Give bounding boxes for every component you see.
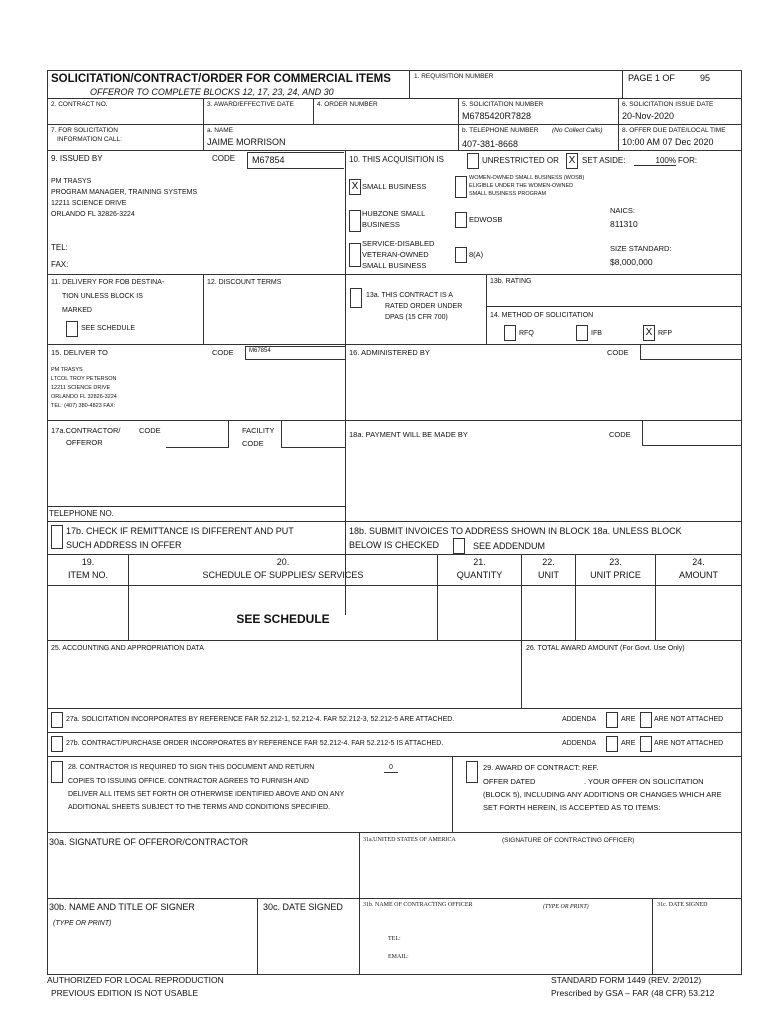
deliver-line-5: TEL: (407) 380-4823 FAX: <box>51 403 116 409</box>
wosb-line-3: SMALL BUSINESS PROGRAM <box>469 191 547 197</box>
delivery-line-3: MARKED <box>62 307 92 314</box>
issued-fax: FAX: <box>51 260 69 269</box>
issued-code-box <box>247 152 344 169</box>
27b-are-not: ARE NOT ATTACHED <box>654 740 724 747</box>
footer-left-1: AUTHORIZED FOR LOCAL REPRODUCTION <box>47 975 224 985</box>
col-23-num: 23. <box>609 557 622 567</box>
usa-label: 31a.UNITED STATES OF AMERICA <box>363 837 456 843</box>
solicitation-number-label: 5. SOLICITATION NUMBER <box>462 101 544 108</box>
addendum-label: SEE ADDENDUM <box>473 541 546 551</box>
no-collect-calls: (No Collect Calls) <box>552 127 603 134</box>
rfp-label: RFP <box>658 330 672 337</box>
size-standard: $8,000,000 <box>610 257 653 267</box>
telephone-no-label: TELEPHONE NO. <box>49 509 114 518</box>
29-line-1: 29. AWARD OF CONTRACT: REF. <box>483 763 599 772</box>
co-date-label: 31c. DATE SIGNED <box>657 902 708 908</box>
footer-right-1: STANDARD FORM 1449 (REV. 2/2012) <box>551 975 702 985</box>
administered-code-box <box>640 345 742 360</box>
27b-checkbox[interactable] <box>51 736 63 752</box>
issued-line-2: PROGRAM MANAGER, TRAINING SYSTEMS <box>51 189 198 196</box>
27a-are-not: ARE NOT ATTACHED <box>654 716 724 723</box>
27a-text: 27a. SOLICITATION INCORPORATES BY REFERENCE FAR 52.212-1, 52.212-4. FAR 52.212-3, 52.212-5 ARE ATTACHED. <box>66 716 455 723</box>
remittance-line-1: 17b. CHECK IF REMITTANCE IS DIFFERENT AND PUT <box>66 526 294 536</box>
28-checkbox[interactable] <box>51 761 63 783</box>
telephone-label: b. TELEPHONE NUMBER <box>462 127 539 134</box>
deliver-line-4: ORLANDO FL 32826-3224 <box>51 394 117 400</box>
see-schedule-label: SEE SCHEDULE <box>81 325 136 332</box>
form-title: SOLICITATION/CONTRACT/ORDER FOR COMMERCIAL ITEMS <box>51 73 391 85</box>
set-aside-percent: 100% <box>634 156 676 166</box>
date-signed-label: 30c. DATE SIGNED <box>263 902 343 912</box>
28-line-1: 28. CONTRACTOR IS REQUIRED TO SIGN THIS DOCUMENT AND RETURN <box>68 764 315 771</box>
solicitation-number: M6785420R7828 <box>462 111 532 121</box>
administered-code-label: CODE <box>607 348 629 357</box>
sdvosb-line-2: VETERAN-OWNED <box>362 250 429 259</box>
issued-code: M67854 <box>252 155 285 165</box>
col-20-num: 20. <box>276 557 290 567</box>
27a-checkbox[interactable] <box>51 712 63 728</box>
eight-a-label: 8(A) <box>469 250 484 259</box>
payment-code-box <box>642 421 742 446</box>
wosb-line-2: ELIGIBLE UNDER THE WOMEN-OWNED <box>469 183 574 189</box>
col-schedule: SCHEDULE OF SUPPLIES/ SERVICES <box>202 570 364 580</box>
wosb-checkbox[interactable] <box>455 176 467 198</box>
payment-label: 18a. PAYMENT WILL BE MADE BY <box>349 430 468 439</box>
rated-order-checkbox[interactable] <box>350 288 362 308</box>
award-date-label: 3. AWARD/EFFECTIVE DATE <box>207 101 294 108</box>
page-label: PAGE 1 OF <box>628 73 675 83</box>
issued-by-label: 9. ISSUED BY <box>51 154 103 163</box>
information-call-label: INFORMATION CALL: <box>57 136 122 143</box>
contact-phone: 407-381-8668 <box>462 139 519 149</box>
page-total: 95 <box>700 73 711 83</box>
27b-are: ARE <box>621 740 636 747</box>
accounting-label: 25. ACCOUNTING AND APPROPRIATION DATA <box>51 645 204 652</box>
deliver-to-label: 15. DELIVER TO <box>51 348 108 357</box>
ifb-label: IFB <box>591 330 602 337</box>
col-amount: AMOUNT <box>679 570 718 580</box>
27b-are-not-checkbox[interactable] <box>640 736 652 752</box>
27b-text: 27b. CONTRACT/PURCHASE ORDER INCORPORATES BY REFERENCE FAR 52.212-4. FAR 52.212-5 IS ATTACHED. <box>66 740 444 747</box>
delivery-line-2: TION UNLESS BLOCK IS <box>62 293 143 300</box>
contractor-line-1: 17a.CONTRACTOR/ <box>51 426 121 435</box>
deliver-line-3: 12211 SCIENCE DRIVE <box>51 385 111 391</box>
issued-code-label: CODE <box>212 154 236 163</box>
issued-line-4: ORLANDO FL 32826-3224 <box>51 211 135 218</box>
issued-line-3: 12211 SCIENCE DRIVE <box>51 200 127 207</box>
signature-offeror-label: 30a. SIGNATURE OF OFFEROR/CONTRACTOR <box>49 837 249 847</box>
29-checkbox[interactable] <box>466 761 478 783</box>
method-label: 14. METHOD OF SOLICITATION <box>490 312 594 319</box>
contractor-code-label: CODE <box>139 426 161 435</box>
deliver-code-label: CODE <box>212 348 234 357</box>
contract-no-label: 2. CONTRACT NO. <box>51 101 108 108</box>
deliver-code: M67854 <box>249 348 271 354</box>
issue-date-label: 6. SOLICITATION ISSUE DATE <box>622 101 714 108</box>
unrestricted-checkbox[interactable] <box>467 153 479 169</box>
hubzone-line-2: BUSINESS <box>362 220 400 229</box>
27b-addenda: ADDENDA <box>562 740 597 747</box>
see-schedule-text: SEE SCHEDULE <box>236 612 330 626</box>
29-line-2: OFFER DATED <box>483 777 536 786</box>
offer-due-date: 10:00 AM 07 Dec 2020 <box>622 137 714 147</box>
29-line-2b: . YOUR OFFER ON SOLICITATION <box>584 777 704 786</box>
27a-are: ARE <box>621 716 636 723</box>
28-line-3: DELIVER ALL ITEMS SET FORTH OR OTHERWISE IDENTIFIED ABOVE AND ON ANY <box>68 791 345 798</box>
addendum-checkbox[interactable] <box>453 538 465 554</box>
col-unit-price: UNIT PRICE <box>590 570 641 580</box>
29-line-3: (BLOCK 5), INCLUDING ANY ADDITIONS OR CHANGES WHICH ARE <box>483 790 722 799</box>
small-business-checkbox[interactable]: X <box>349 179 361 195</box>
col-22-num: 22. <box>542 557 555 567</box>
small-business-label: SMALL BUSINESS <box>362 182 427 191</box>
order-number-label: 4. ORDER NUMBER <box>317 101 378 108</box>
total-award-label: 26. TOTAL AWARD AMOUNT (For Govt. Use Only) <box>526 645 685 652</box>
size-standard-label: SIZE STANDARD: <box>610 244 672 253</box>
hubzone-checkbox[interactable] <box>349 210 361 232</box>
deliver-code-box <box>245 346 345 360</box>
contractor-code-box <box>166 421 229 448</box>
footer-right-2: Prescribed by GSA – FAR (48 CFR) 53.212 <box>551 988 715 998</box>
payment-code-label: CODE <box>609 430 631 439</box>
remittance-checkbox[interactable] <box>51 525 63 549</box>
rated-line-3: DPAS (15 CFR 700) <box>385 314 448 321</box>
deliver-line-2: LTCOL TROY PETERSON <box>51 376 117 382</box>
rating-label: 13b. RATING <box>490 278 532 285</box>
co-tel-label: TEL: <box>388 936 401 942</box>
facility-line-1: FACILITY <box>242 426 275 435</box>
unrestricted-label: UNRESTRICTED OR <box>482 156 559 165</box>
see-schedule-checkbox[interactable] <box>66 321 78 337</box>
28-line-4: ADDITIONAL SHEETS SUBJECT TO THE TERMS AND CONDITIONS SPECIFIED. <box>68 804 331 811</box>
deliver-line-1: PM TRASYS <box>51 367 83 373</box>
col-19-num: 19. <box>81 557 95 567</box>
co-email-label: EMAIL: <box>388 954 409 960</box>
set-aside-label: SET ASIDE: <box>582 156 626 165</box>
28-line-2: COPIES TO ISSUING OFFICE. CONTRACTOR AGREES TO FURNISH AND <box>68 778 309 785</box>
discount-terms-label: 12. DISCOUNT TERMS <box>207 279 282 286</box>
col-item-no: ITEM NO. <box>68 570 108 580</box>
form-subtitle: OFFEROR TO COMPLETE BLOCKS 12, 17, 23, 24, AND 30 <box>90 87 334 97</box>
name-label: a. NAME <box>207 127 234 134</box>
contractor-line-2: OFFEROR <box>66 438 103 447</box>
sdvosb-checkbox[interactable] <box>349 243 361 267</box>
rfp-checkbox[interactable]: X <box>643 325 655 341</box>
invoice-line-1: 18b. SUBMIT INVOICES TO ADDRESS SHOWN IN BLOCK 18a. UNLESS BLOCK <box>349 526 682 536</box>
col-quantity: QUANTITY <box>456 570 503 580</box>
28-copies: 0 <box>384 764 398 773</box>
rated-line-2: RATED ORDER UNDER <box>385 303 463 310</box>
set-aside-checkbox[interactable]: X <box>566 153 578 169</box>
invoice-line-2: BELOW IS CHECKED <box>349 540 440 550</box>
27a-are-not-checkbox[interactable] <box>640 712 652 728</box>
type-or-print: (TYPE OR PRINT) <box>53 920 112 927</box>
solicitation-info-label: 7. FOR SOLICITATION <box>51 127 118 134</box>
hubzone-line-1: HUBZONE SMALL <box>362 209 426 218</box>
naics-label: NAICS: <box>610 206 636 215</box>
issued-line-1: PM TRASYS <box>51 178 92 185</box>
issued-tel: TEL: <box>51 243 68 252</box>
offer-due-label: 8. OFFER DUE DATE/LOCAL TIME <box>622 127 726 134</box>
sdvosb-line-3: SMALL BUSINESS <box>362 261 427 270</box>
rfq-checkbox[interactable] <box>504 325 516 341</box>
set-aside-for: FOR: <box>678 156 698 165</box>
name-title-label: 30b. NAME AND TITLE OF SIGNER <box>49 902 195 912</box>
27a-are-checkbox[interactable] <box>606 712 618 728</box>
rfq-label: RFQ <box>519 330 534 337</box>
footer-left-2: PREVIOUS EDITION IS NOT USABLE <box>51 988 199 998</box>
delivery-line-1: 11. DELIVERY FOR FOB DESTINA- <box>51 279 165 286</box>
contact-name: JAIME MORRISON <box>207 137 286 147</box>
issue-date: 20-Nov-2020 <box>622 111 675 121</box>
sdvosb-line-1: SERVICE-DISABLED <box>362 239 435 248</box>
eight-a-checkbox[interactable] <box>455 247 467 263</box>
acquisition-label: 10. THIS ACQUISITION IS <box>349 155 444 164</box>
facility-line-2: CODE <box>242 439 264 448</box>
co-name-label: 31b. NAME OF CONTRACTING OFFICER <box>363 902 473 908</box>
remittance-line-2: SUCH ADDRESS IN OFFER <box>66 540 182 550</box>
edwosb-checkbox[interactable] <box>455 212 467 228</box>
col-24-num: 24. <box>692 557 705 567</box>
ifb-checkbox[interactable] <box>576 325 588 341</box>
naics-code: 811310 <box>610 219 638 229</box>
27a-addenda: ADDENDA <box>562 716 597 723</box>
29-line-4: SET FORTH HEREIN, IS ACCEPTED AS TO ITEMS: <box>483 803 661 812</box>
signature-co-label: (SIGNATURE OF CONTRACTING OFFICER) <box>502 837 635 844</box>
col-21-num: 21. <box>473 557 486 567</box>
col-unit: UNIT <box>538 570 559 580</box>
type-or-print-2: (TYPE OR PRINT) <box>543 904 589 910</box>
administered-by-label: 16. ADMINISTERED BY <box>349 348 430 357</box>
27b-are-checkbox[interactable] <box>606 736 618 752</box>
requisition-label: 1. REQUISITION NUMBER <box>414 73 494 80</box>
edwosb-label: EDWOSB <box>469 215 503 224</box>
rated-line-1: 13a. THIS CONTRACT IS A <box>366 292 453 299</box>
wosb-line-1: WOMEN-OWNED SMALL BUSINESS (WOSB) <box>469 175 585 181</box>
facility-code-box <box>281 421 345 448</box>
